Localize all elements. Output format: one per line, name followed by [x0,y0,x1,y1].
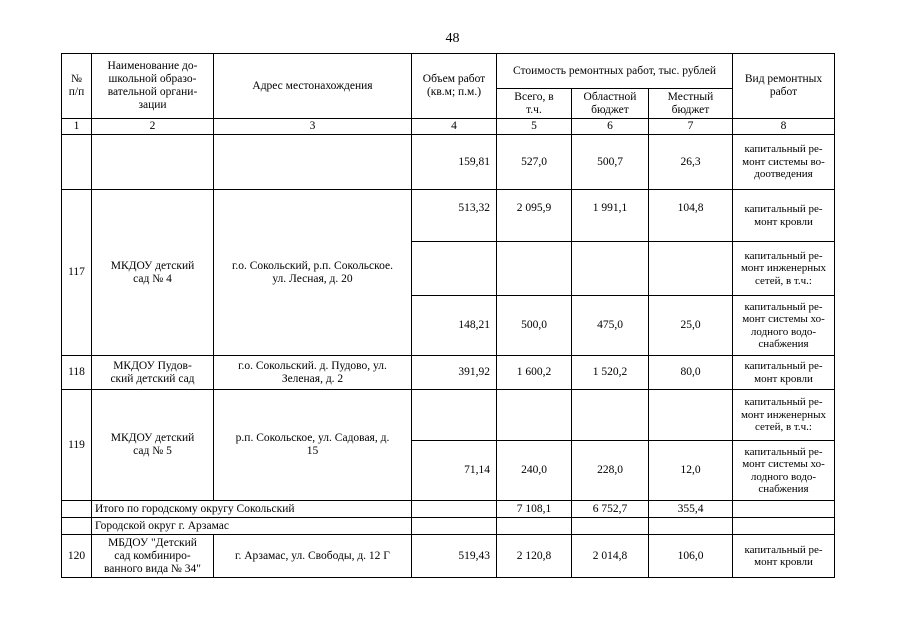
header-num: № п/п [62,54,92,119]
cell-num: 117 [62,190,92,356]
cell-local: 26,3 [649,135,733,190]
cell-total: 2 120,8 [497,535,572,578]
cell-local: 104,8 [649,190,733,242]
cell-name: МБДОУ "Детский сад комбиниро- ванного вида № 34" [92,535,214,578]
cell-name: МКДОУ детский сад № 4 [92,190,214,356]
cell-volume: 519,43 [412,535,497,578]
table-row [62,535,835,578]
cell-volume: 71,14 [412,441,497,501]
cell-regional: 475,0 [572,296,649,356]
cell-kind: капитальный ре- монт кровли [733,535,835,578]
cell-kind: капитальный ре- монт системы во- доотведения [733,135,835,190]
header-cost: Стоимость ремонтных работ, тыс. рублей [497,54,733,89]
header-kind: Вид ремонтных работ [733,54,835,119]
cell-total: 500,0 [497,296,572,356]
header-regional: Областной бюджет [572,89,649,119]
cell-kind: капитальный ре- монт кровли [733,356,835,390]
subtotal-row [62,501,835,518]
cell-address: г.о. Сокольский, р.п. Сокольское. ул. Лесная, д. 20 [214,190,412,356]
cell-name: МКДОУ Пудов- ский детский сад [92,356,214,390]
cell-kind: капитальный ре- монт инженерных сетей, в т.ч.: [733,242,835,296]
cell-regional: 228,0 [572,441,649,501]
table-row [62,190,835,242]
repair-cost-table [61,53,835,578]
subtotal-label: Итого по городскому округу Сокольский [92,501,412,518]
subtotal-regional: 6 752,7 [572,501,649,518]
cell-volume: 391,92 [412,356,497,390]
cell-kind: капитальный ре- монт системы хо- лодного водо- снабжения [733,441,835,501]
cell-regional: 500,7 [572,135,649,190]
page-number: 48 [445,31,460,46]
cell-kind: капитальный ре- монт инженерных сетей, в т.ч.: [733,390,835,441]
table-header-row [62,54,835,89]
col-number: 8 [733,119,835,135]
col-number: 2 [92,119,214,135]
col-number: 3 [214,119,412,135]
cell-regional: 1 520,2 [572,356,649,390]
cell-local: 12,0 [649,441,733,501]
header-total: Всего, в т.ч. [497,89,572,119]
section-row [62,518,835,535]
header-address: Адрес местонахождения [214,54,412,119]
cell-address: г.о. Сокольский. д. Пудово, ул. Зеленая, д. 2 [214,356,412,390]
col-number: 1 [62,119,92,135]
table-row [62,356,835,390]
header-volume: Объем работ (кв.м; п.м.) [412,54,497,119]
cell-num: 118 [62,356,92,390]
col-number: 6 [572,119,649,135]
col-number: 4 [412,119,497,135]
cell-local: 25,0 [649,296,733,356]
cell-local: 106,0 [649,535,733,578]
cell-regional: 2 014,8 [572,535,649,578]
header-local: Местный бюджет [649,89,733,119]
cell-local: 80,0 [649,356,733,390]
cell-num: 120 [62,535,92,578]
cell-address: г. Арзамас, ул. Свободы, д. 12 Г [214,535,412,578]
cell-total: 240,0 [497,441,572,501]
cell-kind: капитальный ре- монт кровли [733,190,835,242]
cell-total: 2 095,9 [497,190,572,242]
cell-total: 527,0 [497,135,572,190]
col-number: 5 [497,119,572,135]
cell-kind: капитальный ре- монт системы хо- лодного водо- снабжения [733,296,835,356]
subtotal-local: 355,4 [649,501,733,518]
table-row [62,135,835,190]
cell-volume: 159,81 [412,135,497,190]
cell-name: МКДОУ детский сад № 5 [92,390,214,501]
col-number: 7 [649,119,733,135]
subtotal-total: 7 108,1 [497,501,572,518]
cell-regional: 1 991,1 [572,190,649,242]
cell-total: 1 600,2 [497,356,572,390]
cell-volume: 148,21 [412,296,497,356]
table-row [62,390,835,441]
column-number-row [62,119,835,135]
cell-volume: 513,32 [412,190,497,242]
cell-address: р.п. Сокольское, ул. Садовая, д. 15 [214,390,412,501]
cell-num: 119 [62,390,92,501]
header-name: Наименование до- школьной образо- вательной органи- зации [92,54,214,119]
section-label: Городской округ г. Арзамас [92,518,412,535]
